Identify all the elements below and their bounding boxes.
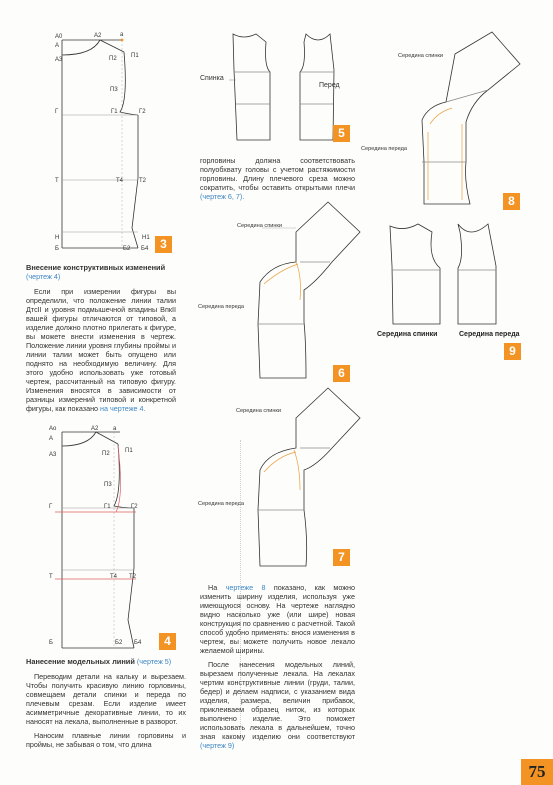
- ref-drawing-8: чертеже 8: [225, 583, 266, 592]
- figure-9-drawing: [390, 224, 496, 324]
- f3-label-A0: А0: [55, 34, 63, 40]
- ref-drawing-6-7: (чертеж 6, 7).: [200, 192, 245, 201]
- f3-label-G: Г: [55, 109, 59, 115]
- f7-label-back-center: Середина спинки: [236, 408, 282, 414]
- figure-7-badge: 7: [333, 549, 350, 566]
- paragraph-neckline-start: Наносим плавные линии горловины и проймы, не забывая о том, что длина: [26, 731, 186, 749]
- f4-label-a: а: [113, 426, 117, 432]
- f3-label-P2: П2: [109, 56, 117, 62]
- page-number: 75: [521, 759, 553, 785]
- f4-label-B: Б: [49, 640, 53, 646]
- figure-9-badge: 9: [504, 343, 521, 360]
- f3-label-P3: П3: [110, 87, 118, 93]
- f4-label-B4: Б4: [134, 640, 142, 646]
- f3-label-a: а: [120, 32, 124, 38]
- f5-label-back: Спинка: [200, 75, 224, 82]
- f6-label-back-center: Середина спинки: [237, 223, 283, 229]
- figure-4-changes: [55, 446, 136, 579]
- f3-label-B2: Б2: [123, 246, 131, 252]
- middle-column-top: [200, 156, 355, 206]
- figure-8-badge: 8: [503, 193, 520, 210]
- f4-label-T: Т: [49, 574, 53, 580]
- f3-label-T4: Т4: [116, 178, 124, 184]
- f5-label-front: Перед: [319, 82, 340, 89]
- figure-5-badge: 5: [333, 125, 350, 142]
- f3-label-G1: Г1: [111, 109, 118, 115]
- figure-6-badge: 6: [333, 365, 350, 382]
- figure-8-width-change: [428, 108, 462, 200]
- f4-label-P1: П1: [125, 448, 133, 454]
- f4-label-T2: Т2: [129, 574, 137, 580]
- f3-label-T: Т: [55, 178, 59, 184]
- f4-label-T4: Т4: [110, 574, 118, 580]
- figure-7-drawing: [258, 388, 360, 566]
- paragraph-width-intro: На: [208, 583, 218, 592]
- f3-label-B4: Б4: [141, 246, 149, 252]
- ref-on-drawing-4: на чертеже 4.: [100, 404, 146, 413]
- ref-drawing-4: (чертеж 4): [26, 272, 61, 281]
- f3-label-A3: А3: [55, 57, 63, 63]
- f7-label-front-center: Середина переда: [198, 501, 245, 507]
- f4-label-G: Г: [49, 504, 53, 510]
- heading-model-lines: Нанесение модельных линий: [26, 657, 135, 666]
- f4-label-A: А: [49, 436, 54, 442]
- left-column-bottom: [26, 657, 186, 754]
- f3-label-T2: Т2: [139, 178, 147, 184]
- middle-column-bottom: [200, 583, 355, 755]
- f3-label-G2: Г2: [139, 109, 146, 115]
- f4-label-A0: Ао: [49, 426, 57, 432]
- f9-label-back-center: Середина спинки: [377, 331, 438, 338]
- f3-label-B: Б: [55, 246, 59, 252]
- f8-label-back-center: Середина спинки: [398, 53, 444, 59]
- f3-label-P1: П1: [131, 53, 139, 59]
- f9-label-front-center: Середина переда: [459, 331, 520, 338]
- f4-label-P3: П3: [104, 482, 112, 488]
- f4-label-G2: Г2: [131, 504, 138, 510]
- figure-3-badge: 3: [155, 236, 172, 253]
- paragraph-neckline-length: горловины должна соответствовать полуобхвату головы с учетом растяжимости горловины. Длину плечевого среза можно сократить, чтобы оставить открытыми плечи: [200, 156, 355, 192]
- figure-3-markers: [121, 39, 124, 42]
- paragraph-changes: Если при измерении фигуры вы определили, что положение линии талии ДтсII и уровня подмышечной впадины ВпкII вашей фигуры отличаются от типовой, а изделие должно плотно прилегать к фигуре, вы можете внести изменения в чертеж. Положение линии уровня глубины проймы и линии талии может быть опущено или поднято на необходимую величину. Для этого удобно использовать уже готовый чертеж, рассчитанный на типовую фигуру. Изменения вносятся в зависимости от разницы измерений типовой и конкретной фигуры, как показано: [26, 287, 176, 413]
- paragraph-patterns: После нанесения модельных линий, вырезаем полученные лекала. На лекалах чертим конструктивные линии (груди, талии, бедер) и делаем надписи, с указанием вида изделия, размера, величин прибавок, приклеиваем образец ниток, из которых выполнено изделие. Это поможет использовать лекала в дальнейшем, точно зная какому изделию они соответствуют: [200, 660, 355, 741]
- ref-drawing-9: (чертеж 9): [200, 741, 235, 750]
- f4-label-A2: А2: [91, 426, 99, 432]
- figure-4-drawing: [62, 432, 134, 648]
- heading-constructive-changes: Внесение конструктивных изменений: [26, 263, 166, 272]
- paragraph-width-change: показано, как можно изменить ширину изделия, используя уже имеющуюся основу. На чертеже наглядно видно насколько уже (или шире) новая конструкция по сравнению с расчетной. Такой способ удобно применять: внося изменения в чертеж, вы можете получить новое лекало желаемой ширины.: [200, 583, 356, 655]
- f8-label-front-center: Середина переда: [361, 146, 408, 152]
- f3-label-A: А: [55, 43, 60, 49]
- f4-label-A3: А3: [49, 452, 57, 458]
- paragraph-tracing: Переводим детали на кальку и вырезаем. Чтобы получить красивую линию горловины, совмещаем детали спинки и переда по плечевым срезам. Если изделие имеет асимметричные декоративные линии, то их наносят на лекала, выполненные в разворот.: [26, 672, 186, 726]
- f3-label-N1: Н1: [142, 235, 150, 241]
- left-column-top: [26, 263, 176, 418]
- figure-6-neck-line: [264, 262, 301, 300]
- figure-7-neck-line: [264, 450, 300, 490]
- f4-label-G1: Г1: [104, 504, 111, 510]
- ref-drawing-5: (чертеж 5): [136, 657, 172, 666]
- figure-4-badge: 4: [159, 633, 176, 650]
- figure-3-drawing: [62, 40, 138, 248]
- f4-label-B2: Б2: [115, 640, 123, 646]
- f3-label-A2: А2: [94, 33, 102, 39]
- f6-label-front-center: Середина переда: [198, 304, 245, 310]
- f4-label-P2: П2: [102, 451, 110, 457]
- f3-label-N: Н: [55, 235, 60, 241]
